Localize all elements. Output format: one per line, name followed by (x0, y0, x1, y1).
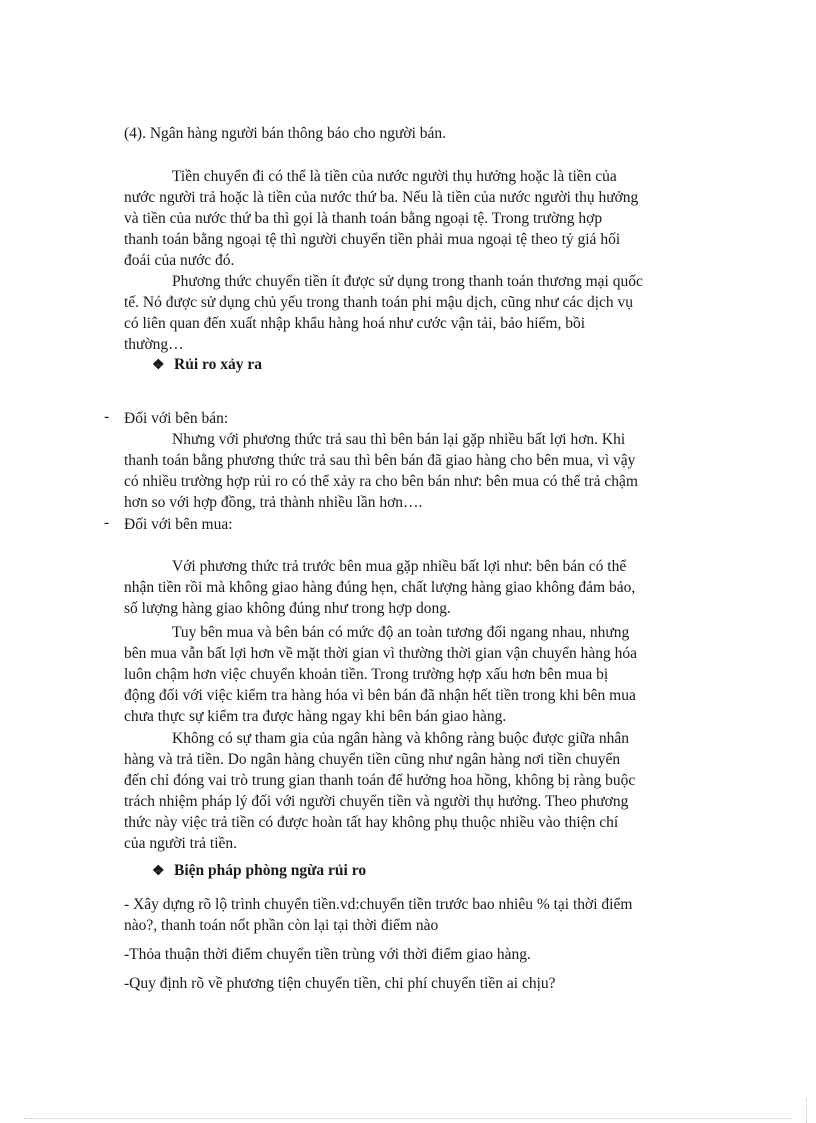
buyer-line: Với phương thức trả trước bên mua gặp nhiều bất lợi như: bên bán có thể (172, 558, 627, 575)
heading-measures (152, 862, 366, 880)
seller-line: có nhiều trường hợp rủi ro có thể xảy ra cho bên bán như: bên mua có thể trả chậm (124, 473, 638, 490)
buyer-label: Đối với bên mua: (124, 516, 233, 533)
buyer-line: nhận tiền rồi mà không giao hàng đúng hẹn, chất lượng hàng giao không đảm bảo, (124, 579, 636, 596)
measure-line: -Thỏa thuận thời điểm chuyển tiền trùng với thời điểm giao hàng. (124, 946, 531, 963)
buyer-line: đến chỉ đóng vai trò trung gian thanh toán để hưởng hoa hồng, không bị ràng buộc (124, 772, 636, 789)
para1-line: nước người trả hoặc là tiền của nước thứ ba. Nếu là tiền của nước người thụ hưởng (124, 189, 639, 206)
buyer-line: số lượng hàng giao không đúng như trong hợp dong. (124, 600, 451, 617)
para1-line: và tiền của nước thứ ba thì gọi là thanh toán bằng ngoại tệ. Trong trường hợp (124, 210, 603, 227)
para1-line: thanh toán bằng ngoại tệ thì người chuyển tiền phải mua ngoại tệ theo tỷ giá hối (124, 231, 621, 248)
buyer-line: Không có sự tham gia của ngân hàng và không ràng buộc được giữa nhân (172, 730, 629, 747)
buyer-line: thức này việc trả tiền có được hoàn tất hay không phụ thuộc nhiều vào thiện chí (124, 814, 619, 831)
page-bottom-border (24, 1118, 792, 1119)
measure-line: nào?, thanh toán nốt phần còn lại tại thời điểm nào (124, 917, 439, 934)
diamond-bullet-icon: ❖ (152, 358, 165, 373)
heading-risks (152, 356, 262, 374)
buyer-line: hàng và trả tiền. Do ngân hàng chuyển tiền cũng như ngân hàng nơi tiền chuyển (124, 751, 621, 768)
measure-line: - Xây dựng rõ lộ trình chuyển tiền.vd:chuyển tiền trước bao nhiêu % tại thời điểm (124, 896, 633, 913)
buyer-line: trách nhiệm pháp lý đối với người chuyển tiền và người thụ hưởng. Theo phương (124, 793, 629, 810)
dash-bullet: - (104, 514, 110, 531)
seller-line: hơn so với hợp đồng, trả thành nhiều lần hơn…. (124, 494, 423, 511)
measure-line: -Quy định rõ về phương tiện chuyển tiền, chi phí chuyển tiền ai chịu? (124, 975, 556, 992)
buyer-line: luôn chậm hơn việc chuyển khoản tiền. Trong trường hợp xấu hơn bên mua bị (124, 666, 609, 683)
intro-line: (4). Ngân hàng người bán thông báo cho người bán. (124, 125, 447, 142)
para1-line: Tiền chuyển đi có thể là tiền của nước người thụ hưởng hoặc là tiền của (172, 168, 617, 185)
buyer-line: của người trả tiền. (124, 835, 238, 852)
seller-line: Nhưng với phương thức trả sau thì bên bán lại gặp nhiều bất lợi hơn. Khi (172, 431, 626, 448)
para1-line: đoái của nước đó. (124, 252, 235, 269)
buyer-line: bên mua vẫn bất lợi hơn về mặt thời gian vì thường thời gian vận chuyển hàng hóa (124, 645, 637, 662)
para2-line: tế. Nó được sử dụng chủ yếu trong thanh toán phi mậu dịch, cũng như các dịch vụ (124, 294, 634, 311)
buyer-line: Tuy bên mua và bên bán có mức độ an toàn tương đối ngang nhau, nhưng (172, 624, 630, 641)
para2-line: thường… (124, 336, 184, 353)
diamond-bullet-icon: ❖ (152, 864, 165, 879)
dash-bullet: - (104, 408, 110, 425)
page-corner-marker (806, 1098, 807, 1123)
seller-line: thanh toán bằng phương thức trả sau thì bên bán đã giao hàng cho bên mua, vì vậy (124, 452, 636, 469)
buyer-line: động đối với việc kiểm tra hàng hóa vì bên bán đã nhận hết tiền trong khi bên mua (124, 687, 636, 704)
heading-measures-text: Biện pháp phòng ngừa rủi ro (174, 862, 367, 879)
buyer-line: chưa thực sự kiểm tra được hàng ngay khi bên bán giao hàng. (124, 708, 507, 725)
para2-line: Phương thức chuyển tiền ít được sử dụng trong thanh toán thương mại quốc (172, 273, 643, 290)
seller-label: Đối với bên bán: (124, 410, 229, 427)
para2-line: có liên quan đến xuất nhập khẩu hàng hoá như cước vận tải, bảo hiểm, bồi (124, 315, 586, 332)
heading-risks-text: Rủi ro xảy ra (174, 356, 262, 373)
